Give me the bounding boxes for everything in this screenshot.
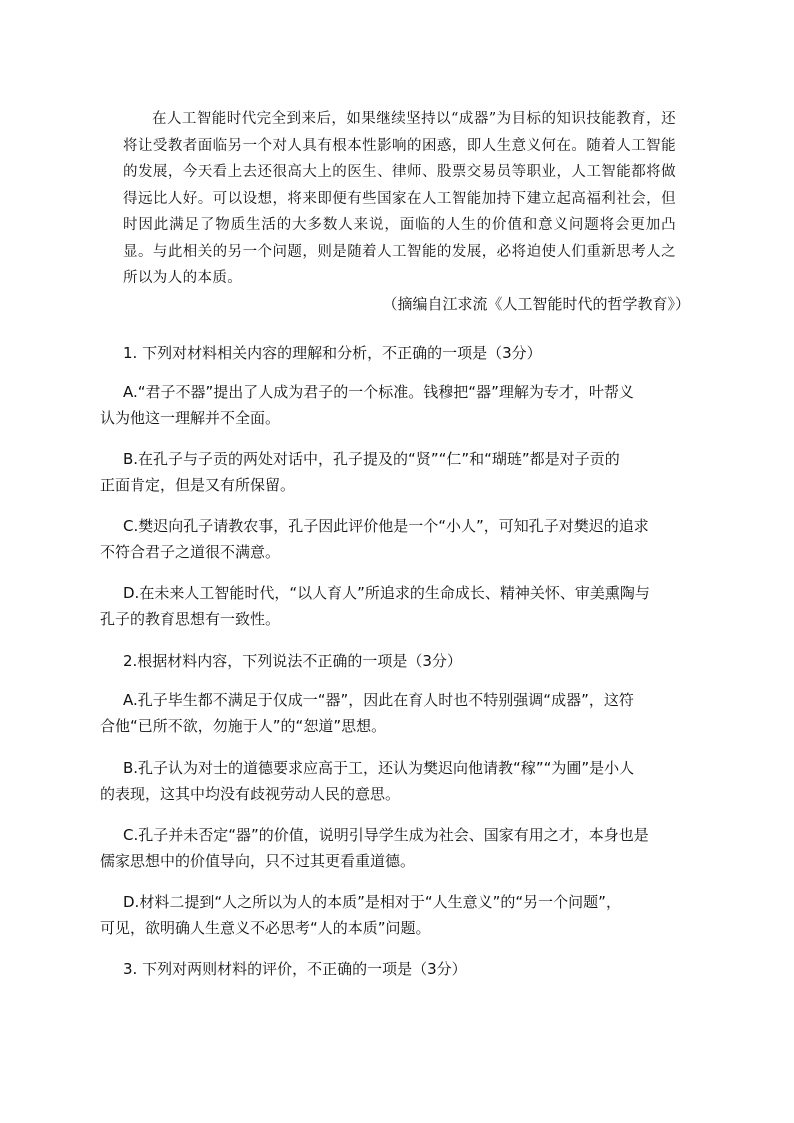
question-1-option-d [100, 580, 699, 632]
option-line-1: C.樊迟向孔子请教农事，孔子因此评价他是一个“小人”，可知孔子对樊迟的追求 [123, 517, 649, 535]
option-line-1: D.在未来人工智能时代，“以人育人”所追求的生命成长、精神关怀、审美熏陶与 [123, 584, 650, 602]
option-line-2: 不符合君子之道很不满意。 [100, 543, 281, 561]
option-line-2: 儒家思想中的价值导向，只不过其更看重道德。 [100, 852, 416, 870]
option-line-1: A.“君子不器”提出了人成为君子的一个标准。钱穆把“器”理解为专才，叶帮义 [123, 383, 634, 401]
question-1-option-a [100, 379, 699, 431]
question-1-option-c [100, 513, 699, 565]
question-2-stem: 2.根据材料内容，下列说法不正确的一项是（3分） [123, 652, 462, 670]
question-2-option-d [100, 889, 699, 941]
question-2-option-b [100, 755, 699, 807]
option-line-1: A.孔子毕生都不满足于仅成一“器”，因此在育人时也不特别强调“成器”，这符 [123, 691, 634, 709]
option-line-1: D.材料二提到“人之所以为人的本质”是相对于“人生意义”的“另一个问题”， [123, 893, 621, 911]
option-line-1: B.孔子认为对士的道德要求应高于工，还认为樊迟向他请教“稼”“为圃”是小人 [123, 759, 635, 777]
question-2-option-a [100, 687, 699, 739]
option-line-2: 的表现，这其中均没有歧视劳动人民的意思。 [100, 785, 401, 803]
question-3-stem: 3. 下列对两则材料的评价，不正确的一项是（3分） [123, 960, 467, 978]
source-citation: （摘编自江求流《人工智能时代的哲学教育》） [382, 295, 690, 313]
question-1-option-b [100, 446, 699, 498]
option-line-2: 认为他这一理解并不全面。 [100, 409, 281, 427]
option-line-1: B.在孔子与子贡的两处对话中，孔子提及的“贤”“仁”和“瑚琏”都是对子贡的 [123, 450, 620, 468]
question-2-option-c [100, 822, 699, 874]
option-line-1: C.孔子并未否定“器”的价值，说明引导学生成为社会、国家有用之才，本身也是 [123, 826, 649, 844]
option-line-2: 合他“已所不欲，勿施于人”的“恕道”思想。 [100, 717, 387, 735]
material-paragraph: 在人工智能时代完全到来后，如果继续坚持以“成器”为目标的知识技能教育，还将让受教者面临另一个对人具有根本性影响的困惑，即人生意义何在。随着人工智能的发展，今天看上去还很高大上的医生、律师、股票交易员等职业，人工智能都将做得远比人好。可以设想，将来即便有些国家在人工智能加持下建立起高福利社会，但时因此满足了物质生活的大多数人来说，面临的人生的价值和意义问题将会更加凸显。与此相关的另一个问题，则是随着人工智能的发展，必将迫使人们重新思考人之所以为人的本质。 [123, 111, 676, 286]
option-line-2: 孔子的教育思想有一致性。 [100, 610, 281, 628]
option-line-2: 正面肯定，但是又有所保留。 [100, 476, 296, 494]
option-line-2: 可见，欲明确人生意义不必思考“人的本质”问题。 [100, 919, 431, 937]
question-1-stem: 1. 下列对材料相关内容的理解和分析，不正确的一项是（3分） [123, 344, 542, 362]
